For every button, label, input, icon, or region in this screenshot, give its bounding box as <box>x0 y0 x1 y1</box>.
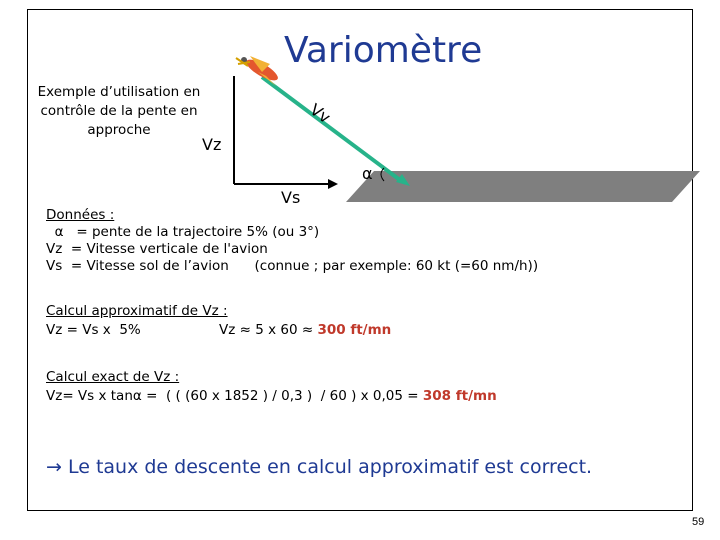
exact-line <box>46 388 497 405</box>
exact-heading: Calcul exact de Vz : <box>46 369 180 385</box>
approx-left: Vz = Vs x 5% <box>46 322 141 338</box>
donnees-heading: Données : <box>46 207 115 223</box>
vs-label: Vs <box>281 188 301 207</box>
donnees-line-alpha: α = pente de la trajectoire 5% (ou 3°) <box>46 224 320 240</box>
alpha-label: α <box>362 164 373 183</box>
runway-shape <box>346 171 700 202</box>
airplane-icon <box>236 56 281 86</box>
vv-slope-line <box>262 77 400 180</box>
exact-formula: Vz= Vs x tanα = ( ( (60 x 1852 ) / 0,3 ) / 60 ) x 0,05 = <box>46 388 423 404</box>
exact-result: 308 ft/mn <box>422 388 497 404</box>
approx-right <box>219 322 391 339</box>
vv-label: Vv <box>306 99 335 128</box>
slide-title: Variomètre <box>284 30 483 71</box>
approx-heading: Calcul approximatif de Vz : <box>46 303 228 319</box>
conclusion-text: → Le taux de descente en calcul approximatif est correct. <box>46 456 593 478</box>
example-caption: Exemple d’utilisation en contrôle de la pente en approche <box>37 84 201 138</box>
vz-label: Vz <box>202 135 222 154</box>
donnees-line-vs: Vs = Vitesse sol de l’avion (connue ; par exemple: 60 kt (=60 nm/h)) <box>46 258 539 274</box>
donnees-line-vz: Vz = Vitesse verticale de l'avion <box>46 241 268 257</box>
vs-arrowhead <box>328 179 338 189</box>
page-number: 59 <box>692 516 705 528</box>
approx-result: 300 ft/mn <box>317 322 392 338</box>
approx-right-prefix: Vz ≈ 5 x 60 ≈ <box>219 322 318 338</box>
